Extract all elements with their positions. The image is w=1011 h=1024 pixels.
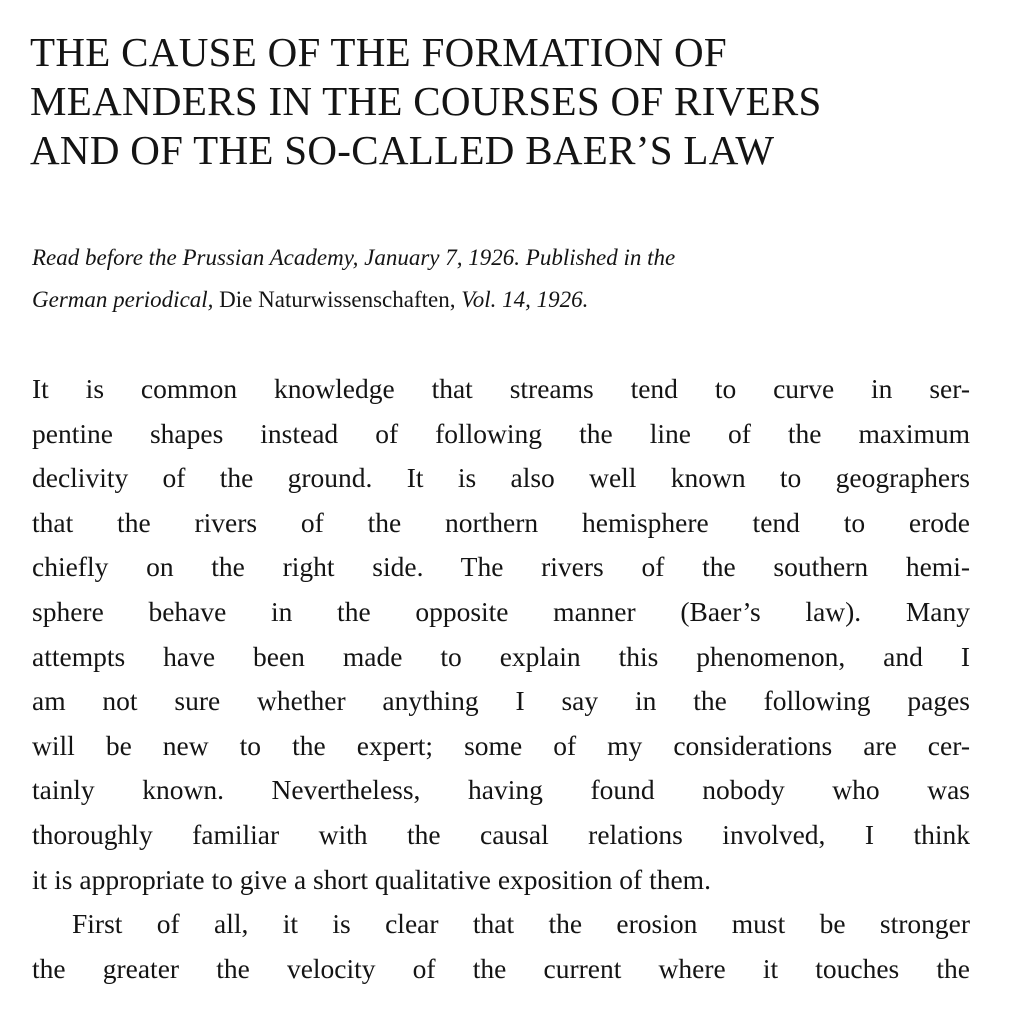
body-line: thoroughly familiar with the causal relations involved, I think <box>32 818 970 850</box>
volume-info: Vol. 14, 1926. <box>461 287 589 312</box>
body-text <box>32 367 970 991</box>
body-line: it is appropriate to give a short qualitative exposition of them. <box>32 863 711 895</box>
publication-note-line <box>32 279 982 321</box>
body-line: First of all, it is clear that the erosion must be stronger <box>72 908 970 940</box>
title-line: MEANDERS IN THE COURSES OF RIVERS <box>30 78 822 124</box>
body-line: will be new to the expert; some of my considerations are cer- <box>32 729 970 761</box>
publication-note-line: Read before the Prussian Academy, January 7, 1926. Published in the <box>32 245 676 270</box>
body-line: sphere behave in the opposite manner (Baer’s law). Many <box>32 595 970 627</box>
article-title <box>30 28 990 175</box>
body-line: attempts have been made to explain this phenomenon, and I <box>32 640 970 672</box>
body-line: that the rivers of the northern hemisphere tend to erode <box>32 506 970 538</box>
title-line: AND OF THE SO-CALLED BAER’S LAW <box>30 127 775 173</box>
body-line: declivity of the ground. It is also well known to geographers <box>32 462 970 494</box>
body-line: am not sure whether anything I say in the following pages <box>32 685 970 717</box>
body-line: It is common knowledge that streams tend to curve in ser- <box>32 373 970 404</box>
journal-name: Die Naturwissenschaften, <box>219 287 456 312</box>
body-line: tainly known. Nevertheless, having found nobody who was <box>32 774 970 806</box>
body-line: pentine shapes instead of following the line of the maximum <box>32 417 970 449</box>
body-line: chiefly on the right side. The rivers of the southern hemi- <box>32 551 970 583</box>
body-line: the greater the velocity of the current where it touches the <box>32 952 970 984</box>
publication-note <box>32 237 982 321</box>
title-line: THE CAUSE OF THE FORMATION OF <box>30 29 728 75</box>
periodical-label: German periodical, <box>32 287 214 312</box>
